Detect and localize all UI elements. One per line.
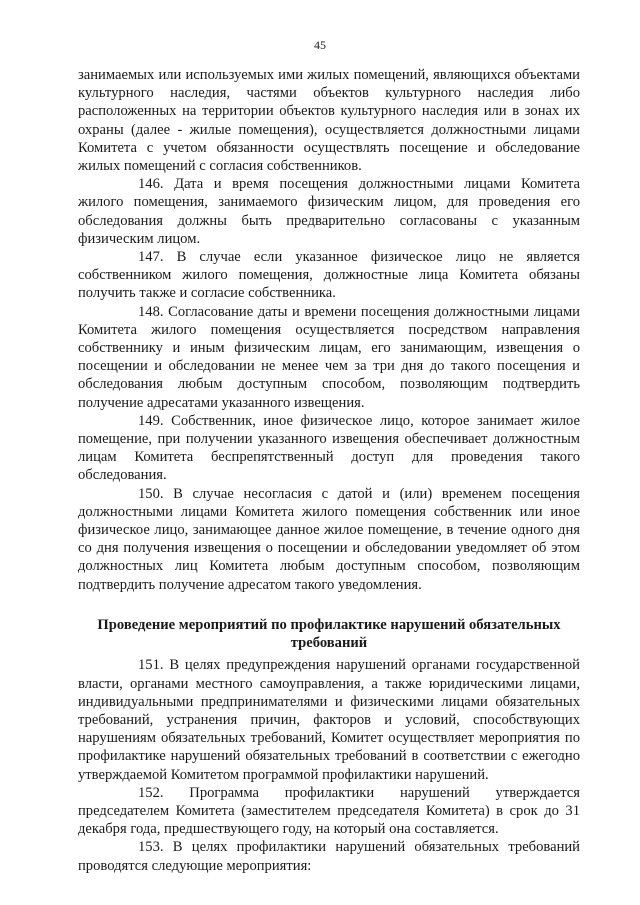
paragraph-152: 152. Программа профилактики нарушений утверждается председателем Комитета (заместителем председателя Комитета) в срок до 31 декабря года, предшествующего году, на который она составляется. — [78, 784, 580, 838]
paragraph-147: 147. В случае если указанное физическое лицо не является собственником жилого помещения, должностные лица Комитета обязаны получить также и согласие собственника. — [78, 249, 580, 302]
section-heading: Проведение мероприятий по профилактике нарушений обязательных требований — [97, 616, 561, 652]
paragraph-150: 150. В случае несогласия с датой и (или) временем посещения должностными лицами Комитета жилого помещения собственник или иное физическое лицо, занимающее данное жилое помещение, в течение одного дня со дня получения извещения о посещении и обследовании уведомляет об этом должностных лиц Комитета любым доступным способом, позволяющим подтвердить получение адресатом такого уведомления. — [78, 485, 580, 593]
paragraph-146: 146. Дата и время посещения должностными лицами Комитета жилого помещения, занимаемого физическим лицом, для проведения его обследования должны быть предварительно согласованы с указанным физическим лицом. — [78, 176, 580, 247]
paragraph-151: 151. В целях предупреждения нарушений органами государственной власти, органами местного самоуправления, а также юридическими лицами, индивидуальными предпринимателями и физическими лицами обязательных требований, устранения причин, факторов и условий, способствующих нарушениям обязательных требований, Комитет осуществляет мероприятия по профилактике нарушений обязательных требований в соответствии с ежегодно утверждаемой Комитетом программой профилактики нарушений. — [78, 657, 580, 783]
paragraph-153: 153. В целях профилактики нарушений обязательных требований проводятся следующие мероприятия: — [78, 839, 580, 874]
page-content — [78, 66, 580, 875]
paragraph-149: 149. Собственник, иное физическое лицо, которое занимает жилое помещение, при получении указанного извещения обеспечивает должностным лицам Комитета беспрепятственный доступ для проведения такого обследования. — [78, 412, 580, 484]
page-number: 45 — [314, 38, 326, 52]
paragraph-148: 148. Согласование даты и времени посещения должностными лицами Комитета жилого помещения осуществляется посредством направления собственнику и иным физическим лицам, его занимающим, извещения о посещении и обследовании не менее чем за три дня до такого посещения и обследования любым доступным способом, позволяющим подтвердить получение адресатами указанного извещения. — [78, 303, 580, 411]
paragraph: занимаемых или используемых ими жилых помещений, являющихся объектами культурного наследия, частями объектов культурного наследия либо расположенных на территории объектов культурного наследия или в зонах их охраны (далее - жилые помещения), осуществляется должностными лицами Комитета с учетом обязанности осуществлять посещение и обследование жилых помещений с согласия собственников. — [78, 67, 580, 175]
